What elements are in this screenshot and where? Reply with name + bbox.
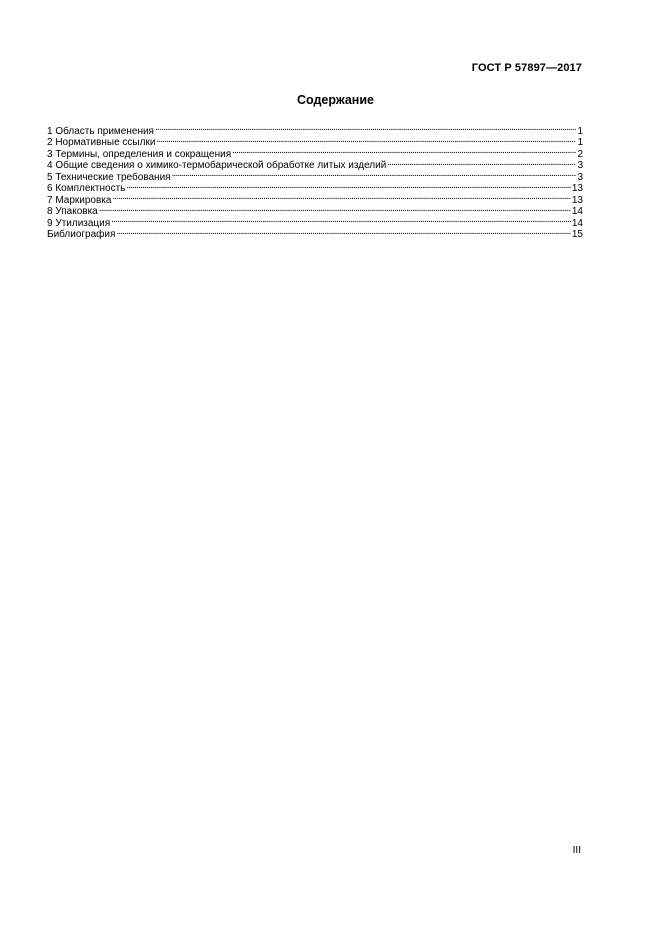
toc-entry-label: 7 Маркировка — [47, 194, 112, 206]
toc-entry-label: 3 Термины, определения и сокращения — [47, 148, 232, 160]
toc-leader-dots — [111, 214, 571, 226]
toc-leader-dots — [112, 191, 570, 203]
toc-entry-label: 9 Утилизация — [47, 217, 111, 229]
toc-leader-dots — [126, 180, 571, 192]
toc-entry-label: 8 Упаковка — [47, 206, 98, 217]
toc-entry[interactable] — [47, 203, 583, 215]
toc-entry[interactable] — [47, 180, 583, 192]
toc-title: Содержание — [296, 93, 374, 107]
document-code: ГОСТ Р 57897—2017 — [471, 62, 582, 74]
toc-entry-page: 13 — [571, 194, 583, 206]
toc-entry-page: 1 — [577, 137, 583, 148]
toc-entry[interactable] — [47, 191, 583, 206]
toc-leader-dots — [232, 145, 576, 157]
toc-entry-label: 6 Комплектность — [47, 183, 126, 194]
toc-entry-label: 5 Технические требования — [47, 171, 171, 183]
toc-leader-dots — [156, 134, 576, 146]
toc-entry-page: 3 — [577, 171, 583, 183]
toc-entry-page: 3 — [577, 160, 583, 171]
toc-entry-label: Библиография — [47, 229, 116, 240]
toc-entry-page: 13 — [571, 183, 583, 194]
toc-entry[interactable] — [47, 122, 583, 137]
toc-entry-label: 2 Нормативные ссылки — [47, 137, 156, 148]
table-of-contents — [47, 122, 583, 240]
toc-entry-label: 1 Область применения — [47, 125, 154, 137]
toc-entry-label: 4 Общие сведения о химико-термобарической обработке литых изделий — [47, 160, 387, 171]
page-number: III — [572, 845, 581, 856]
toc-entry-page: 1 — [577, 125, 583, 137]
toc-leader-dots — [116, 226, 570, 238]
toc-leader-dots — [172, 168, 577, 180]
toc-entry-page: 15 — [571, 229, 583, 240]
toc-entry-page: 14 — [571, 206, 583, 217]
toc-entry[interactable] — [47, 226, 583, 238]
toc-entry-page: 2 — [577, 148, 583, 160]
toc-entry[interactable] — [47, 214, 583, 229]
toc-leader-dots — [99, 203, 571, 215]
toc-entry-page: 14 — [571, 217, 583, 229]
toc-leader-dots — [387, 157, 576, 169]
toc-leader-dots — [155, 122, 576, 134]
